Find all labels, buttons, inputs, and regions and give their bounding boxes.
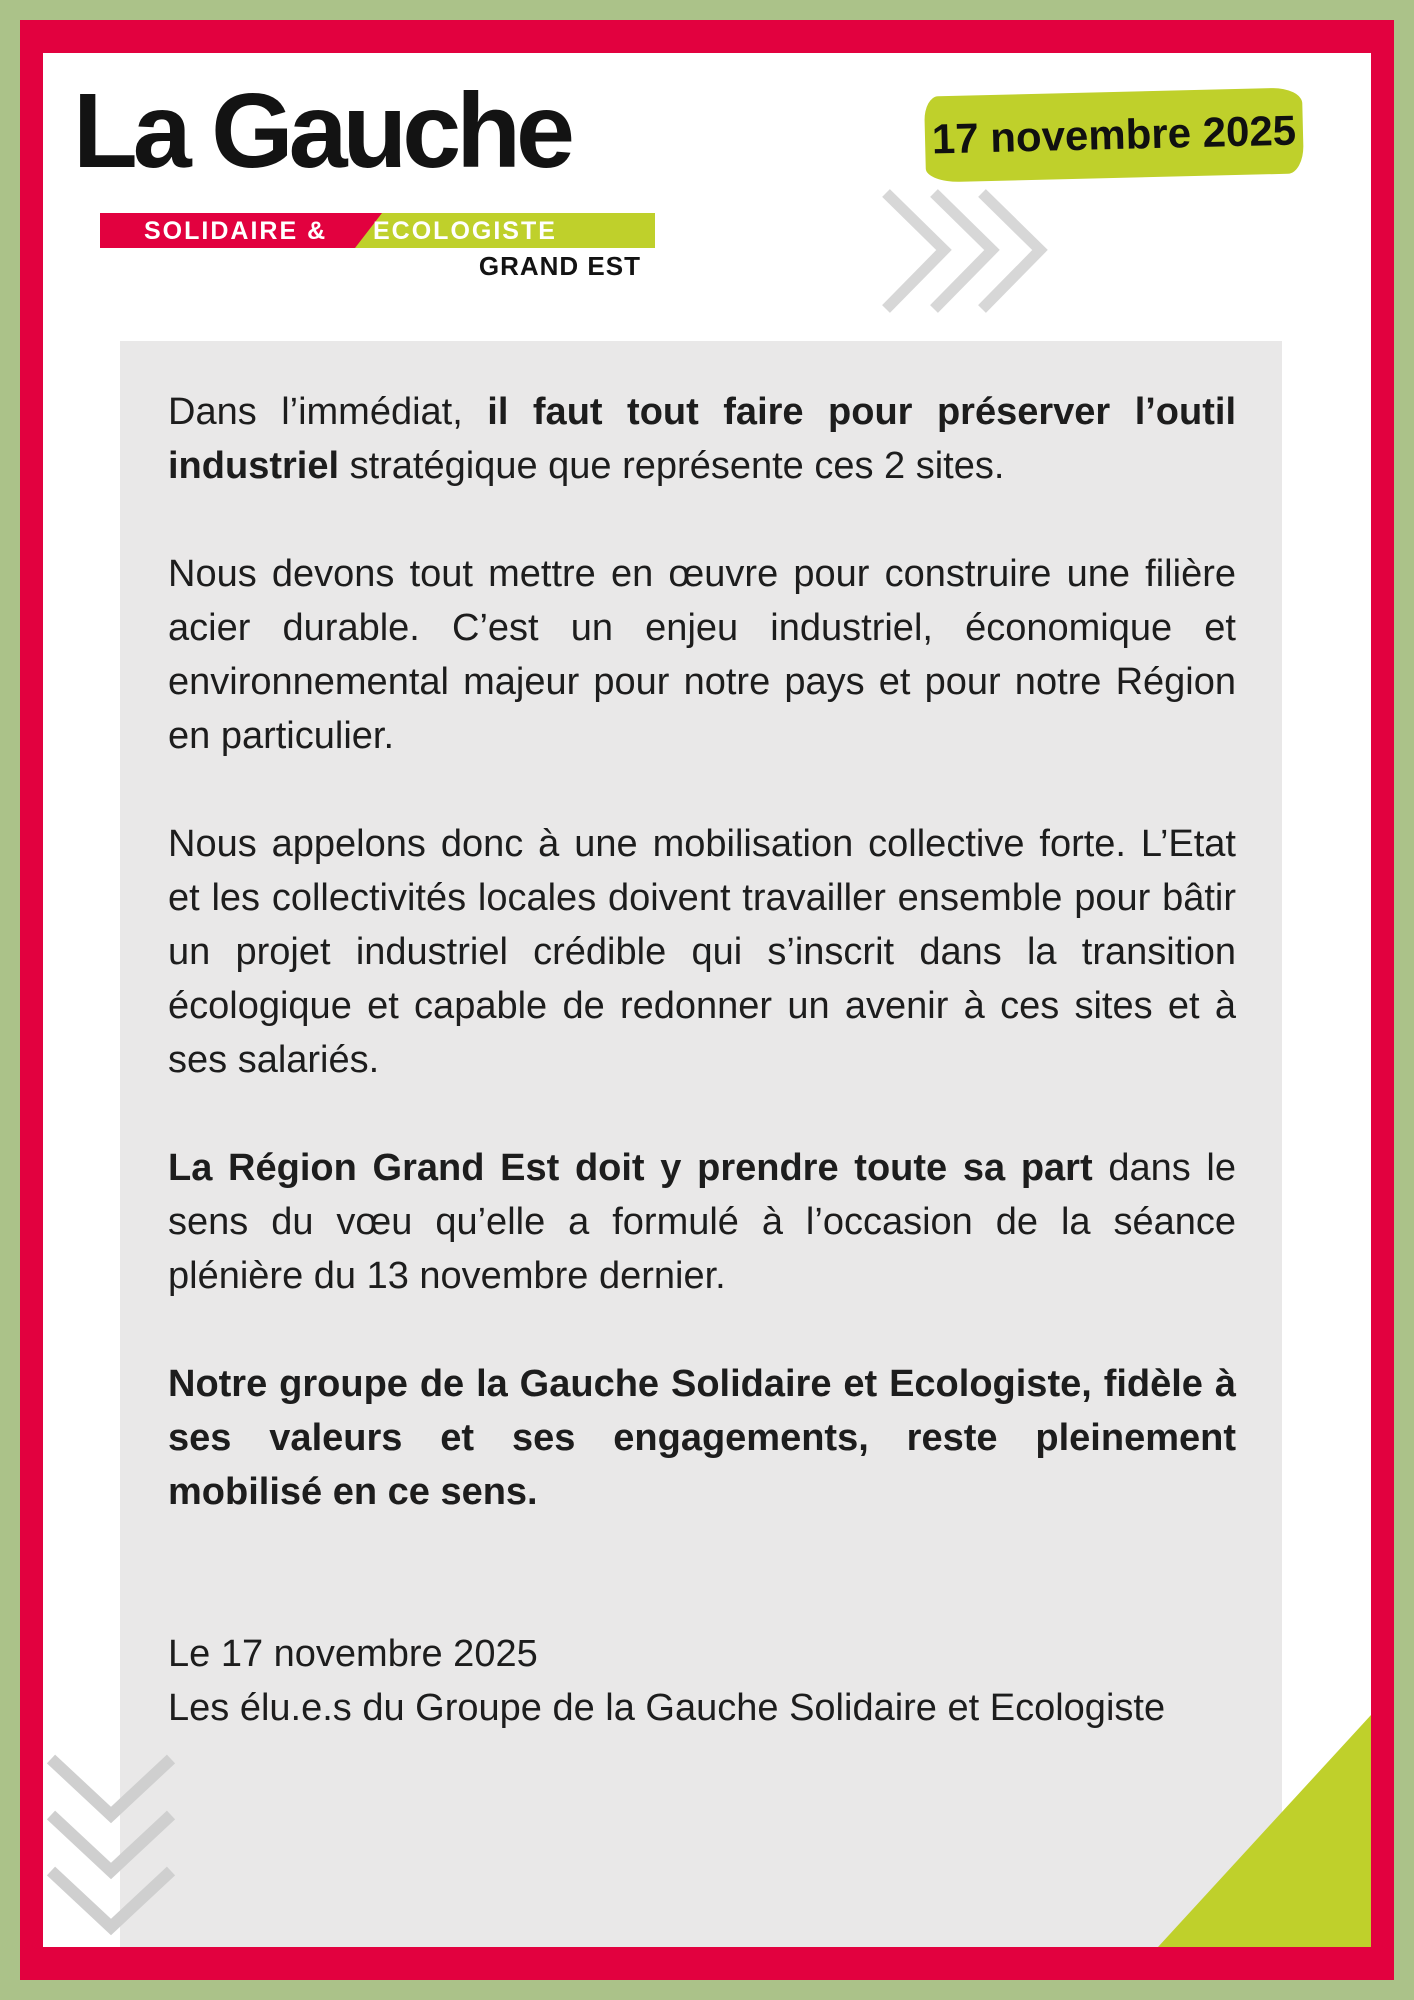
logo-banner bbox=[100, 213, 655, 248]
text-run: il faut tout faire pour préserver l’outil industriel bbox=[168, 391, 1237, 487]
text-run: Nous appelons donc à une mobilisation collective forte. L’Etat et les collectivités locales doivent travailler ensemble pour bâtir un projet industriel crédible qui s’inscrit dans la transition écologique et capable de redonner un avenir à ces sites et à ses salariés. bbox=[168, 823, 1236, 1081]
paragraphs bbox=[120, 341, 1282, 1735]
text-run: Nous devons tout mettre en œuvre pour construire une filière acier durable. C’est un enjeu industriel, économique et environnemental majeur pour notre pays et pour notre Région en particulier. bbox=[168, 553, 1236, 757]
date-badge: 17 novembre 2025 bbox=[924, 87, 1304, 182]
text-run: Dans l’immédiat, bbox=[168, 391, 488, 433]
signature-block bbox=[168, 1627, 1236, 1735]
page-inner bbox=[43, 53, 1371, 1947]
chevrons-down-icon bbox=[43, 1751, 183, 1951]
chevrons-right-icon bbox=[878, 185, 1050, 317]
signature-author: Les élu.e.s du Groupe de la Gauche Solidaire et Ecologiste bbox=[168, 1687, 1166, 1729]
signature-date: Le 17 novembre 2025 bbox=[168, 1633, 538, 1675]
body-paragraph bbox=[168, 385, 1236, 493]
logo-region-label: GRAND EST bbox=[478, 251, 641, 281]
text-run: Notre groupe de la Gauche Solidaire et Ecologiste, fidèle à ses valeurs et ses engagements, reste pleinement mobilisé en ce sens. bbox=[168, 1363, 1236, 1513]
text-run: La Région Grand Est doit y prendre toute sa part bbox=[168, 1147, 1093, 1189]
logo-title: La Gauche bbox=[73, 72, 570, 190]
text-run: stratégique que représente ces 2 sites. bbox=[339, 445, 1005, 487]
logo-subtitle-ecologiste: ECOLOGISTE bbox=[373, 217, 557, 245]
text-run: dans le sens du vœu qu’elle a formulé à l’occasion de la séance plénière du 13 novembre dernier. bbox=[168, 1147, 1237, 1297]
body-paragraph bbox=[168, 1357, 1236, 1519]
logo-subtitle-solidaire: SOLIDAIRE & bbox=[144, 217, 328, 245]
body-paragraph bbox=[168, 547, 1236, 763]
content-panel bbox=[120, 341, 1282, 1947]
body-paragraph bbox=[168, 817, 1236, 1087]
body-paragraph bbox=[168, 1141, 1236, 1303]
